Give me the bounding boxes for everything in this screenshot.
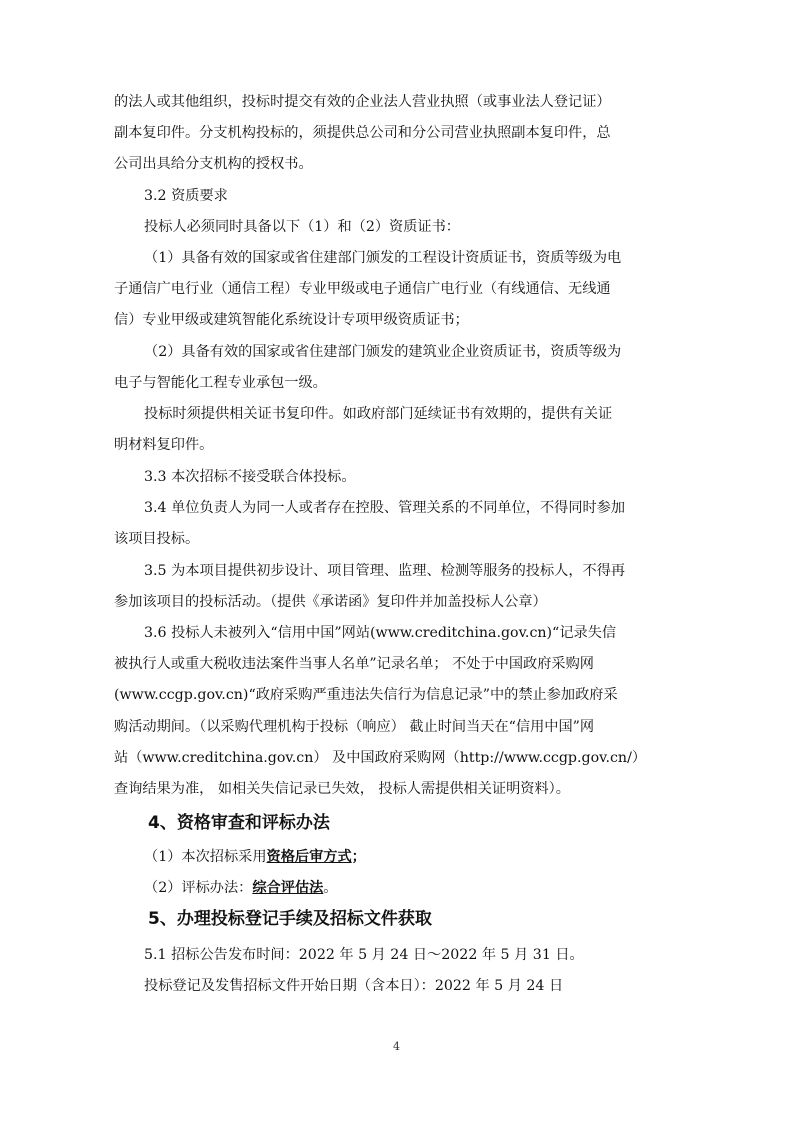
paragraph-legal-entity <box>114 87 688 181</box>
section-3-5 <box>114 556 688 618</box>
section-3-4 <box>114 493 688 555</box>
section-4-item-1 <box>114 842 688 873</box>
page-number: 4 <box>393 1040 400 1053</box>
text-line: 3.4 单位负责人为同一人或者存在控股、管理关系的不同单位，不得同时参加 <box>144 500 626 516</box>
text-line: 公司出具给分支机构的授权书。 <box>114 156 313 173</box>
text-line: 参加该项目的投标活动。（提供《承诺函》复印件并加盖投标人公章） <box>114 594 547 611</box>
text-prefix: （1）本次招标采用 <box>144 849 267 865</box>
section-3-2-item-2 <box>114 337 688 399</box>
section-3-2-note <box>114 399 688 461</box>
text-line: （2）具备有效的国家或省住建部门颁发的建筑业企业资质证书，资质等级为 <box>144 344 622 360</box>
text-line: 副本复印件。分支机构投标的，须提供总公司和分公司营业执照副本复印件，总 <box>114 125 611 142</box>
text-line: 明材料复印件。 <box>114 437 214 454</box>
heading-section-5: 5、办理投标登记手续及招标文件获取 <box>148 909 432 929</box>
text-prefix: （2）评标办法： <box>144 880 253 896</box>
text-line: 信）专业甲级或建筑智能化系统设计专项甲级资质证书； <box>114 312 469 329</box>
heading-section-4: 4、资格审查和评标办法 <box>148 813 330 833</box>
text-line: 子通信广电行业（通信工程）专业甲级或电子通信广电行业（有线通信、无线通 <box>114 281 611 298</box>
text-line: 电子与智能化工程专业承包一级。 <box>114 375 327 392</box>
text-line: 投标时须提供相关证书复印件。如政府部门延续证书有效期的，提供有关证 <box>144 406 613 422</box>
section-5-1-registration: 投标登记及发售招标文件开始日期（含本日）：2022 年 5 月 24 日 <box>144 978 564 994</box>
text-line: (www.ccgp.gov.cn)“政府采购严重违法失信行为信息记录”中的禁止参加政府采 <box>114 687 618 704</box>
text-line: 3.5 为本项目提供初步设计、项目管理、监理、检测等服务的投标人，不得再 <box>144 563 626 579</box>
section-5-1: 5.1 招标公告发布时间：2022 年 5 月 24 日～2022 年 5 月 31 日。 <box>144 947 584 963</box>
section-4-item-2 <box>114 873 688 904</box>
text-line: 该项目投标。 <box>114 531 200 548</box>
section-3-6 <box>114 618 688 805</box>
section-3-2-intro: 投标人必须同时具备以下（1）和（2）资质证书： <box>144 219 460 235</box>
text-suffix: 。 <box>323 880 338 896</box>
section-3-3: 3.3 本次招标不接受联合体投标。 <box>144 469 356 485</box>
section-3-2-item-1 <box>114 243 688 337</box>
emphasis-text: 综合评估法 <box>252 880 324 896</box>
text-line: 查询结果为准， 如相关失信记录已失效， 投标人需提供相关证明资料）。 <box>114 781 570 798</box>
text-line: 3.6 投标人未被列入“信用中国”网站(www.creditchina.gov.cn)“记录失信 <box>144 625 617 641</box>
text-line: 被执行人或重大税收违法案件当事人名单”记录名单； 不处于中国政府采购网 <box>114 656 594 673</box>
section-3-2-title: 3.2 资质要求 <box>144 188 228 204</box>
text-line: （1）具备有效的国家或省住建部门颁发的工程设计资质证书，资质等级为电 <box>144 250 622 266</box>
text-suffix: ； <box>351 849 366 865</box>
emphasis-text: 资格后审方式 <box>266 849 352 865</box>
text-line: 购活动期间。（以采购代理机构于投标（响应） 截止时间当天在“信用中国”网 <box>114 718 595 735</box>
text-line: 的法人或其他组织，投标时提交有效的企业法人营业执照（或事业法人登记证） <box>114 94 611 110</box>
text-line: 站（www.creditchina.gov.cn） 及中国政府采购网（http://www.ccgp.gov.cn/） <box>114 749 647 766</box>
